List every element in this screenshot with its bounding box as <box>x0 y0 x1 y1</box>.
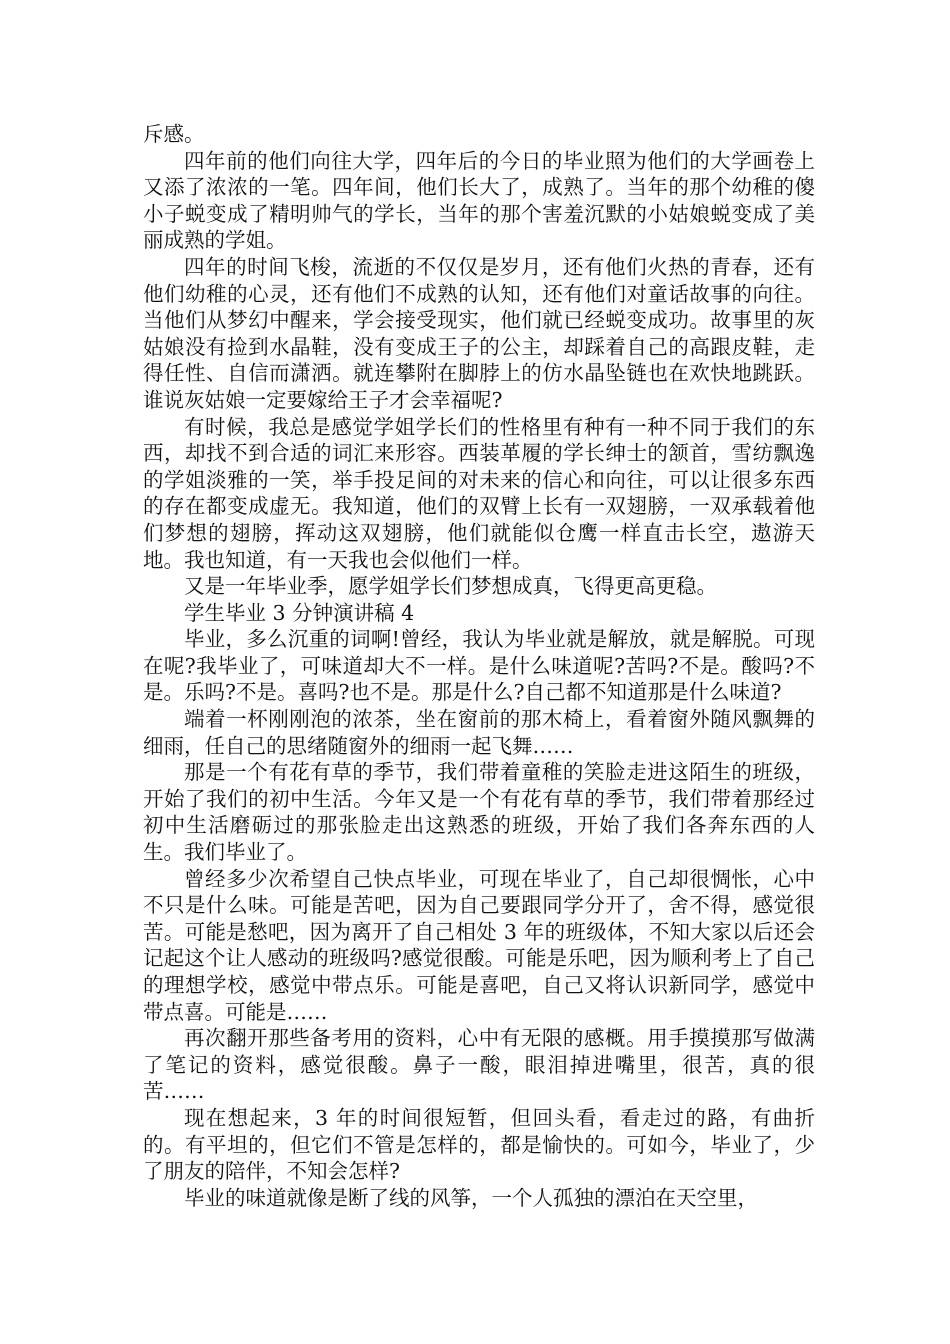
paragraph-1: 斥感。 <box>143 122 205 146</box>
paragraph-12: 现在想起来，3 年的时间很短暂，但回头看，看走过的路，有曲折的。有平坦的，但它们不管是怎样的，都是愉快的。可如今，毕业了，少了朋友的陪伴，不知会怎样? <box>143 1105 815 1184</box>
paragraph-13: 毕业的味道就像是断了线的风筝，一个人孤独的漂泊在天空里， <box>184 1185 758 1210</box>
paragraph-8: 端着一杯刚刚泡的浓茶，坐在窗前的那木椅上，看着窗外随风飘舞的细雨，任自己的思绪随窗外的细雨一起飞舞…… <box>143 707 815 758</box>
paragraph-7: 毕业，多么沉重的词啊!曾经，我认为毕业就是解放，就是解脱。可现在呢?我毕业了，可味道却大不一样。是什么味道呢?苦吗?不是。酸吗?不是。乐吗?不是。喜吗?也不是。那是什么?自己都不知道那是什么味道? <box>143 627 815 705</box>
section-heading: 学生毕业 3 分钟演讲稿 4 <box>184 600 415 625</box>
paragraph-4: 有时候，我总是感觉学姐学长们的性格里有种有一种不同于我们的东西，却找不到合适的词汇来形容。西装革履的学长绅士的颔首，雪纺飘逸的学姐淡雅的一笑，举手投足间的对未来的信心和向往，可以让很多东西的存在都变成虚无。我知道，他们的双臂上长有一双翅膀，一双承载着他们梦想的翅膀，挥动这双翅膀，他们就能似仓鹰一样直击长空，遨游天地。我也知道，有一天我也会似他们一样。 <box>143 414 815 572</box>
paragraph-3: 四年的时间飞梭，流逝的不仅仅是岁月，还有他们火热的青春，还有他们幼稚的心灵，还有他们不成熟的认知，还有他们对童话故事的向往。当他们从梦幻中醒来，学会接受现实，他们就已经蜕变成功。故事里的灰姑娘没有捡到水晶鞋，没有变成王子的公主，却踩着自己的高跟皮鞋，走得任性、自信而潇洒。就连攀附在脚脖上的仿水晶坠链也在欢快地跳跃。谁说灰姑娘一定要嫁给王子才会幸福呢? <box>143 254 815 412</box>
paragraph-10: 曾经多少次希望自己快点毕业，可现在毕业了，自己却很惆怅，心中不只是什么味。可能是苦吧，因为自己要跟同学分开了，舍不得，感觉很苦。可能是愁吧，因为离开了自己相处 3 年的班级体，不知大家以后还会记起这个让人感动的班级吗?感觉很酸。可能是乐吧，因为顺利考上了自己的理想学校，感觉中带点乐。可能是喜吧，自己又将认识新同学，感觉中带点喜。可能是…… <box>143 866 815 1024</box>
document-body <box>143 121 815 1211</box>
paragraph-2: 四年前的他们向往大学，四年后的今日的毕业照为他们的大学画卷上又添了浓浓的一笔。四年间，他们长大了，成熟了。当年的那个幼稚的傻小子蜕变成了精明帅气的学长，当年的那个害羞沉默的小姑娘蜕变成了美丽成熟的学姐。 <box>143 148 815 253</box>
paragraph-11: 再次翻开那些备考用的资料，心中有无限的感概。用手摸摸那写做满了笔记的资料，感觉很酸。鼻子一酸，眼泪掉进嘴里，很苦，真的很苦…… <box>143 1026 815 1104</box>
paragraph-5: 又是一年毕业季，愿学姐学长们梦想成真，飞得更高更稳。 <box>184 574 717 599</box>
paragraph-9: 那是一个有花有草的季节，我们带着童稚的笑脸走进这陌生的班级，开始了我们的初中生活。今年又是一个有花有草的季节，我们带着那经过初中生活磨砺过的那张脸走出这熟悉的班级，开始了我们各奔东西的人生。我们毕业了。 <box>143 760 815 865</box>
